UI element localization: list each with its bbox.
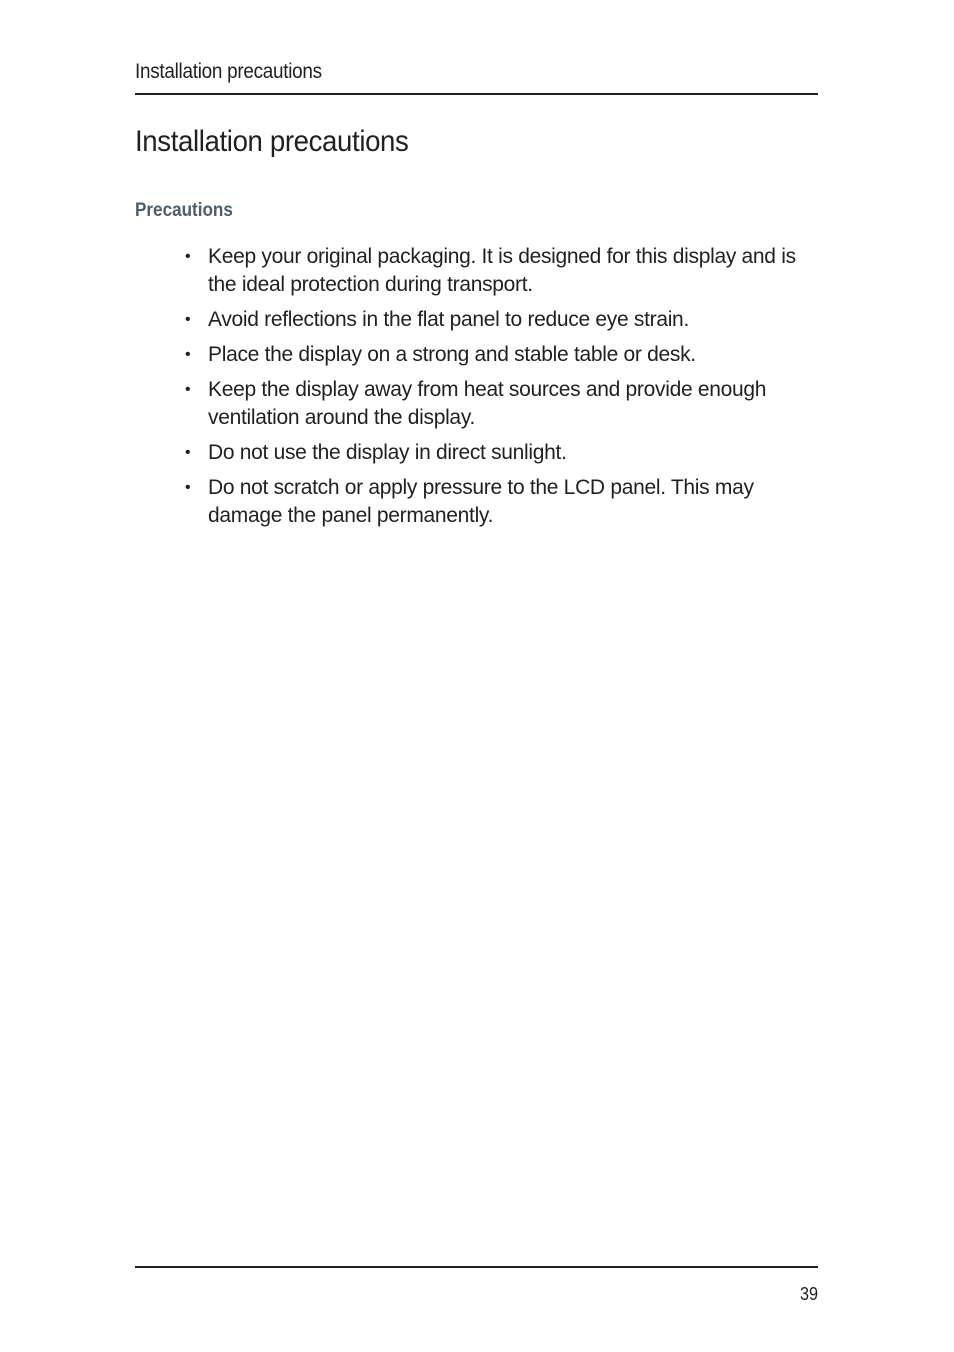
bullet-icon: • — [185, 346, 191, 363]
header-divider — [135, 93, 818, 95]
page-title: Installation precautions — [135, 125, 409, 158]
list-item-text: Do not scratch or apply pressure to the LCD panel. This may damage the panel permanently. — [208, 476, 754, 527]
list-item-text: Do not use the display in direct sunlight. — [208, 441, 567, 464]
list-item — [185, 474, 825, 530]
list-item — [185, 376, 825, 432]
list-item — [185, 306, 825, 334]
running-header: Installation precautions — [135, 60, 322, 83]
list-item — [185, 341, 825, 369]
list-item-text: Keep your original packaging. It is designed for this display and is the ideal protection during transport. — [208, 245, 796, 296]
page-number: 39 — [799, 1284, 818, 1304]
list-item — [185, 243, 825, 299]
precautions-list — [185, 243, 825, 537]
list-item-text: Avoid reflections in the flat panel to reduce eye strain. — [208, 308, 689, 331]
list-item-text: Place the display on a strong and stable table or desk. — [208, 343, 696, 366]
bullet-icon: • — [185, 479, 191, 496]
bullet-icon: • — [185, 311, 191, 328]
section-heading: Precautions — [135, 200, 233, 221]
bullet-icon: • — [185, 381, 191, 398]
list-item — [185, 439, 825, 467]
bullet-icon: • — [185, 444, 191, 461]
list-item-text: Keep the display away from heat sources and provide enough ventilation around the display. — [208, 378, 767, 429]
footer-divider — [135, 1266, 818, 1268]
bullet-icon: • — [185, 248, 191, 265]
